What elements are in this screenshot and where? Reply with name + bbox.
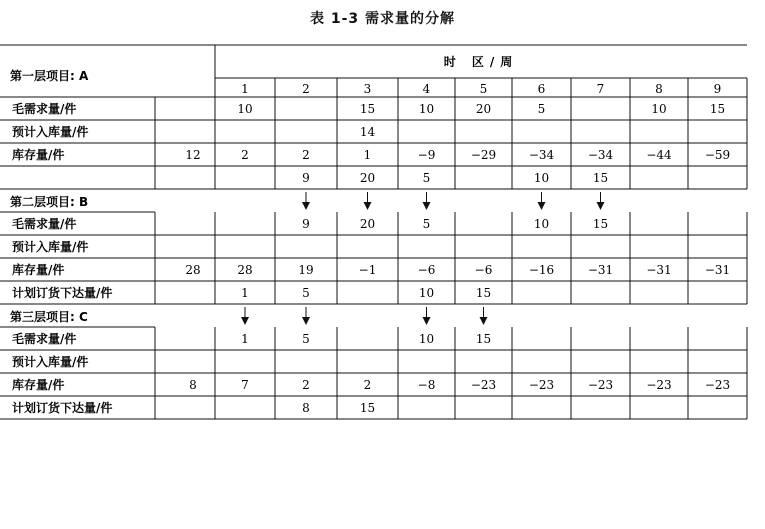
table-cell: 9 — [302, 217, 310, 231]
table-cell: −34 — [528, 148, 555, 162]
table-cell: 9 — [302, 171, 310, 185]
down-arrow-icon — [423, 202, 431, 210]
table-cell: 2 — [241, 148, 249, 162]
table-cell: 1 — [363, 148, 372, 162]
table-cell: −1 — [358, 263, 377, 277]
table-cell: −9 — [417, 148, 436, 162]
table-cell: −23 — [646, 378, 672, 392]
period-header-1: 1 — [241, 82, 249, 96]
period-header-9: 9 — [713, 82, 722, 96]
table-cell: 15 — [709, 102, 726, 116]
period-header-6: 6 — [537, 82, 546, 96]
table-cell: 19 — [298, 263, 314, 277]
table-cell: 28 — [237, 263, 253, 277]
table-cell: 10 — [533, 217, 550, 231]
table-cell: 5 — [302, 286, 310, 300]
row-label: 库存量/件 — [12, 263, 65, 277]
time-zone-header: 时 区/周 — [443, 55, 519, 69]
table-cell: 5 — [422, 171, 431, 185]
initial-inventory: 28 — [185, 263, 201, 277]
table-cell: 14 — [359, 125, 376, 139]
table-cell: −31 — [587, 263, 614, 277]
table-cell: −23 — [704, 378, 731, 392]
table-cell: −16 — [528, 263, 555, 277]
row-label: 库存量/件 — [12, 148, 65, 162]
row-label: 毛需求量/件 — [12, 102, 77, 116]
down-arrow-icon — [538, 202, 546, 210]
table-cell: −6 — [417, 263, 436, 277]
table-cell: 15 — [475, 332, 492, 346]
table-cell: 2 — [302, 148, 310, 162]
period-header-2: 2 — [302, 82, 310, 96]
table-cell: 20 — [359, 171, 376, 185]
row-label: 计划订货下达量/件 — [12, 401, 113, 415]
table-cell: 20 — [359, 217, 376, 231]
table-cell: 15 — [592, 217, 609, 231]
table-cell: 10 — [651, 102, 667, 116]
row-label: 预计入库量/件 — [12, 355, 89, 369]
section-title-c: 第三层项目: C — [10, 310, 88, 324]
table-cell: −31 — [704, 263, 731, 277]
table-cell: −31 — [646, 263, 672, 277]
down-arrow-icon — [302, 202, 310, 210]
table-cell: 10 — [418, 332, 435, 346]
table-cell: 2 — [363, 378, 372, 392]
row-label: 预计入库量/件 — [12, 240, 89, 254]
period-header-8: 8 — [655, 82, 663, 96]
table-cell: −8 — [417, 378, 436, 392]
table-cell: 1 — [241, 332, 249, 346]
down-arrow-icon — [597, 202, 605, 210]
row-label: 计划订货下达量/件 — [12, 286, 113, 300]
table-caption: 表 1-3 需求量的分解 — [309, 11, 456, 27]
table-cell: −23 — [470, 378, 497, 392]
row-label: 毛需求量/件 — [12, 217, 77, 231]
table-cell: −23 — [528, 378, 555, 392]
table-cell: 15 — [592, 171, 609, 185]
down-arrow-icon — [302, 317, 310, 325]
down-arrow-icon — [480, 317, 488, 325]
table-cell: 5 — [537, 102, 546, 116]
table-cell: 15 — [475, 286, 492, 300]
table-cell: 1 — [241, 286, 249, 300]
table-cell: 8 — [302, 401, 310, 415]
table-cell: 2 — [302, 378, 310, 392]
row-label: 预计入库量/件 — [12, 125, 89, 139]
table-cell: 7 — [241, 378, 249, 392]
initial-inventory: 8 — [189, 378, 197, 392]
down-arrow-icon — [241, 317, 249, 325]
down-arrow-icon — [423, 317, 431, 325]
table-cell: 5 — [422, 217, 431, 231]
table-cell: 5 — [302, 332, 310, 346]
period-header-3: 3 — [363, 82, 372, 96]
table-cell: 15 — [359, 401, 376, 415]
row-label: 毛需求量/件 — [12, 332, 77, 346]
table-cell: −34 — [587, 148, 614, 162]
period-header-4: 4 — [422, 82, 431, 96]
table-cell: 10 — [237, 102, 253, 116]
row-label: 库存量/件 — [12, 378, 65, 392]
initial-inventory: 12 — [185, 148, 201, 162]
table-cell: 10 — [533, 171, 550, 185]
section-title-a: 第一层项目: A — [10, 69, 89, 83]
table-cell: −29 — [470, 148, 497, 162]
table-cell: −44 — [646, 148, 672, 162]
section-title-b: 第二层项目: B — [10, 195, 89, 209]
table-cell: −23 — [587, 378, 614, 392]
table-cell: 15 — [359, 102, 376, 116]
table-cell: −6 — [474, 263, 493, 277]
period-header-5: 5 — [479, 82, 488, 96]
table-cell: −59 — [704, 148, 731, 162]
table-cell: 10 — [418, 102, 435, 116]
period-header-7: 7 — [596, 82, 605, 96]
table-cell: 10 — [418, 286, 435, 300]
table-cell: 20 — [475, 102, 492, 116]
down-arrow-icon — [364, 202, 372, 210]
